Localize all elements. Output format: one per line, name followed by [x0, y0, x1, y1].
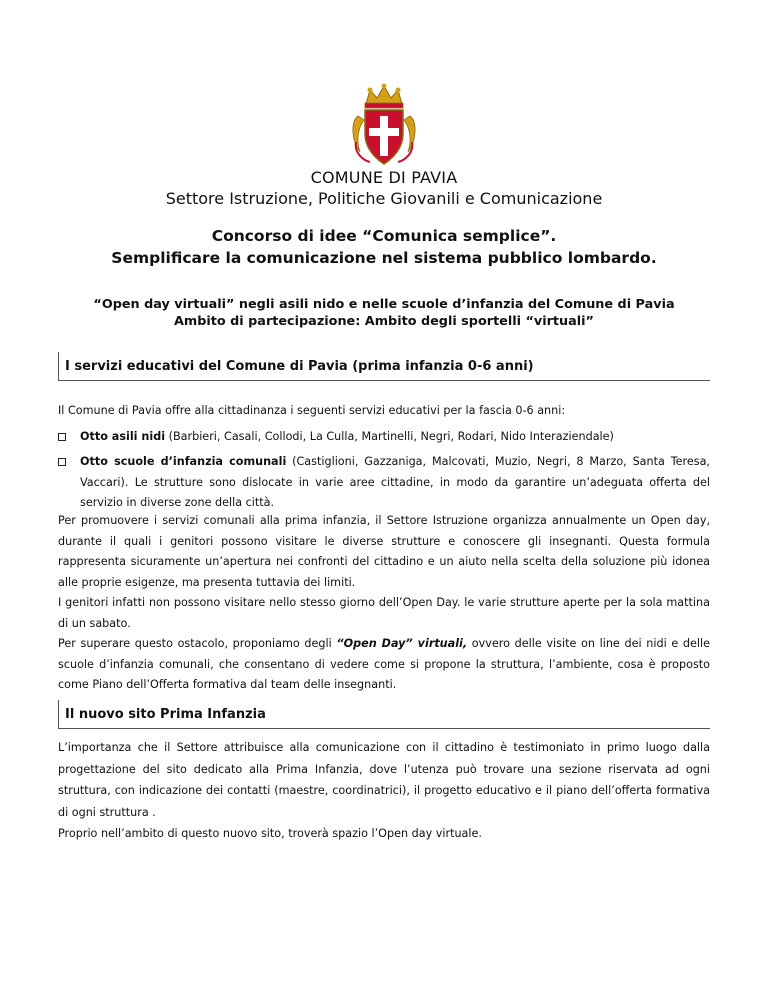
- bullet-square-icon: [58, 433, 66, 441]
- section1-body: [58, 511, 710, 696]
- paragraph-genitori: I genitori infatti non possono visitare nello stesso giorno dell’Open Day. le varie strutture aperte per la sola mattina di un sabato.: [58, 596, 710, 630]
- intro-paragraph: Il Comune di Pavia offre alla cittadinanza i seguenti servizi educativi per la fascia 0-6 anni:: [58, 404, 566, 417]
- list-item-text: [80, 427, 710, 448]
- document-title-line1: Concorso di idee “Comunica semplice”.: [211, 227, 557, 245]
- list-item-rest: (Barbieri, Casali, Collodi, La Culla, Martinelli, Negri, Rodari, Nido Interaziendale): [165, 430, 614, 443]
- document-subtitle-line1: “Open day virtuali” negli asili nido e nelle scuole d’infanzia del Comune di Pavia: [93, 297, 675, 312]
- list-item-rest: (Castiglioni, Gazzaniga, Malcovati, Muzio, Negri, 8 Marzo, Santa Teresa, Vaccari). Le strutture sono dislocate in varie aree cittadine, in modo da garantire un’adeguata offerta del servizio in diverse zone della città.: [80, 455, 710, 509]
- list-item-lead: Otto asili nidi: [80, 430, 166, 443]
- list-item-lead: Otto scuole d’infanzia comunali: [80, 455, 287, 468]
- document-title-line2: Semplificare la comunicazione nel sistema pubblico lombardo.: [111, 249, 657, 267]
- paragraph-importanza: L’importanza che il Settore attribuisce alla comunicazione con il cittadino è testimoniato in primo luogo dalla progettazione del sito dedicato alla Prima Infanzia, dove l’utenza può trovare una sezione riservata ad ogni struttura, con indicazione dei contatti (maestre, coordinatrici), il progetto educativo e il piano dell’offerta formativa di ogni struttura .: [58, 741, 710, 819]
- section-heading-sito: Il nuovo sito Prima Infanzia: [58, 700, 710, 729]
- coat-of-arms-icon: [346, 82, 422, 168]
- section-heading-servizi: I servizi educativi del Comune di Pavia (prima infanzia 0-6 anni): [58, 352, 710, 381]
- paragraph-text: ovvero delle visite on line dei nidi e delle scuole d’infanzia comunali, che consentano di vedere come si propone la struttura, l’ambiente, cosa è proposto come Piano dell’Offerta formativa dal team delle insegnanti.: [58, 637, 710, 691]
- org-name: COMUNE DI PAVIA: [310, 168, 458, 187]
- paragraph-proprio: Proprio nell’ambito di questo nuovo sito, troverà spazio l’Open day virtuale.: [58, 827, 482, 840]
- list-item-text: [80, 452, 710, 514]
- bullet-square-icon: [58, 458, 66, 466]
- paragraph-virtuali: [58, 634, 710, 696]
- document-subtitle-line2: Ambito di partecipazione: Ambito degli sportelli “virtuali”: [174, 314, 594, 329]
- emphasis-open-day-virtuali: “Open Day” virtuali,: [336, 637, 468, 650]
- section2-body: [58, 737, 710, 845]
- department-name: Settore Istruzione, Politiche Giovanili e Comunicazione: [165, 189, 603, 208]
- paragraph-text: Per superare questo ostacolo, proponiamo degli: [58, 637, 337, 650]
- paragraph-open-day: Per promuovere i servizi comunali alla prima infanzia, il Settore Istruzione organizza annualmente un Open day, durante il quali i genitori possono visitare le diverse strutture e conoscere gli insegnanti. Questa formula rappresenta sicuramente un’apertura nei confronti del cittadino e un aiuto nella scelta della soluzione più idonea alle proprie esigenze, ma presenta tuttavia dei limiti.: [58, 514, 710, 589]
